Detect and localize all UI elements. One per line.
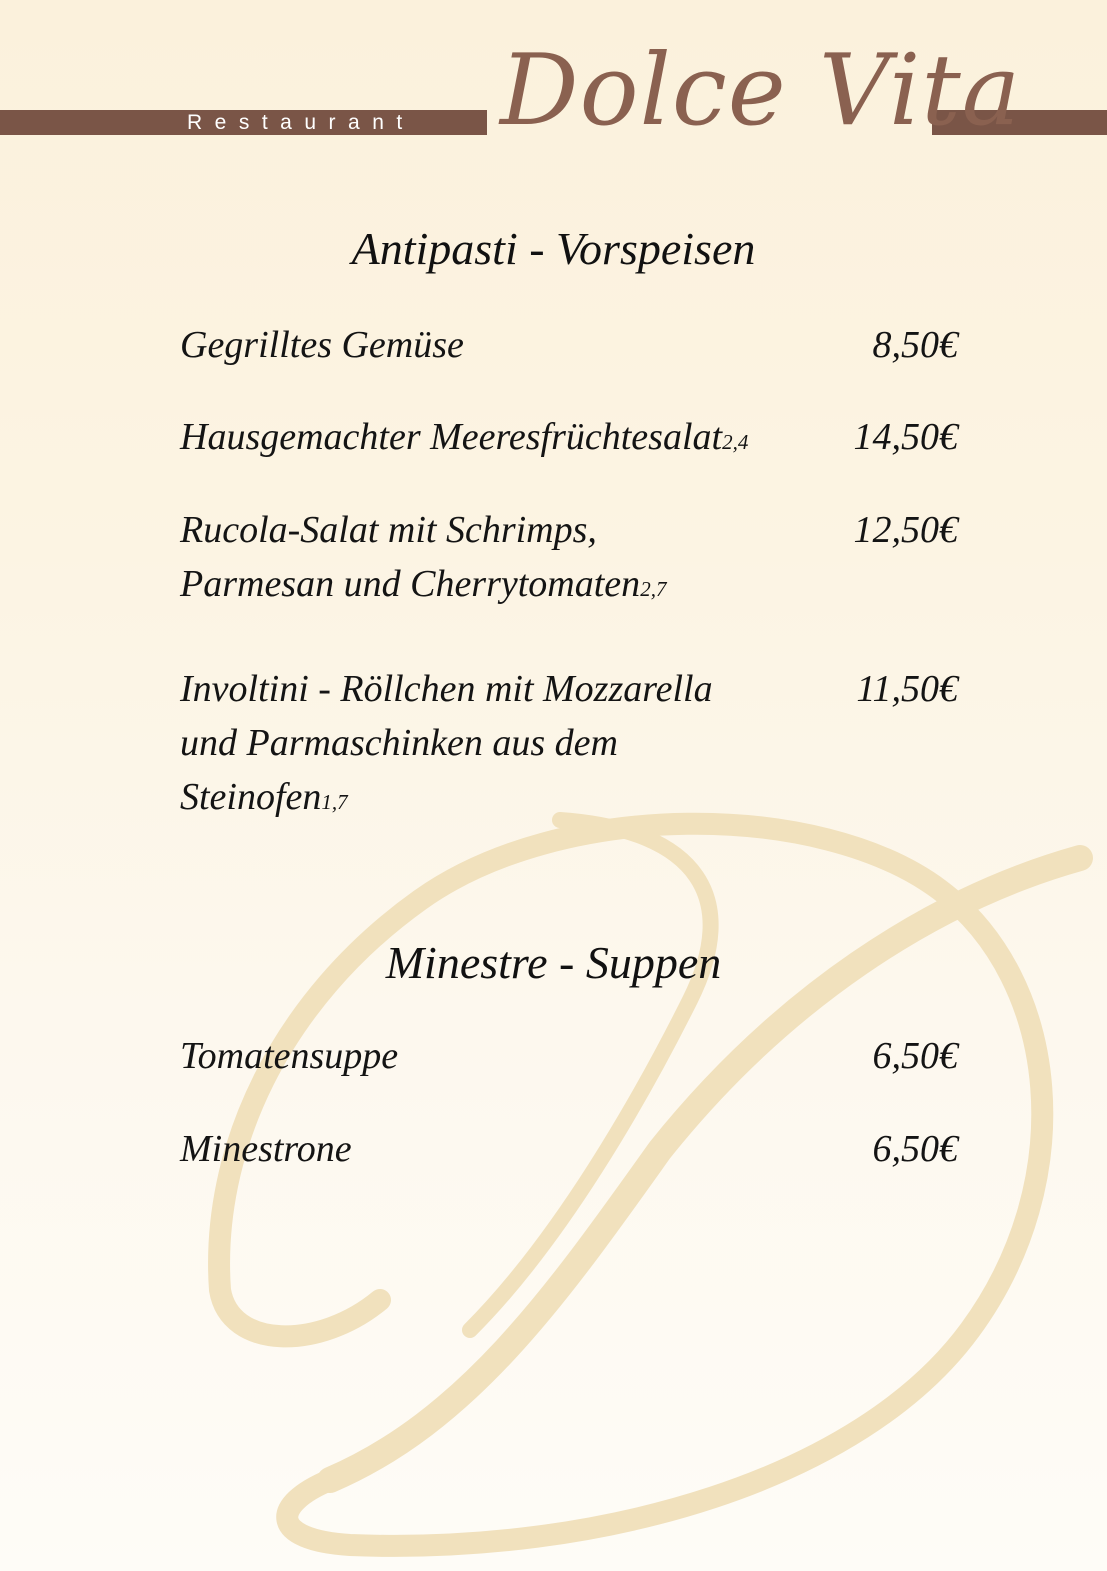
- section-title-minestre: Minestre - Suppen: [385, 937, 722, 988]
- menu-item-name: Rucola-Salat mit Schrimps, Parmesan und Cherrytomaten2,7: [180, 509, 667, 605]
- restaurant-logo-name: Dolce Vita: [500, 34, 1022, 148]
- menu-item-price: 12,50€: [853, 509, 958, 551]
- menu-item-price: 14,50€: [853, 416, 958, 458]
- menu-item-name: Minestrone: [180, 1128, 352, 1170]
- allergen-codes: 2,4: [722, 430, 749, 454]
- menu-item-name: Tomatensuppe: [180, 1035, 399, 1077]
- restaurant-label: Restaurant: [187, 111, 415, 134]
- allergen-codes: 2,7: [640, 577, 667, 601]
- allergen-codes: 1,7: [321, 790, 348, 814]
- menu-item-price: 6,50€: [872, 1128, 958, 1170]
- menu-item-price: 6,50€: [872, 1035, 958, 1077]
- menu-item-name: Hausgemachter Meeresfrüchtesalat2,4: [180, 416, 749, 458]
- menu-item-price: 8,50€: [872, 324, 958, 366]
- menu-item-price: 11,50€: [856, 668, 958, 710]
- menu-item-name: Gegrilltes Gemüse: [180, 324, 464, 366]
- section-title-antipasti: Antipasti - Vorspeisen: [351, 223, 756, 274]
- menu-item-name: Involtini - Röllchen mit Mozzarella und Parmaschinken aus dem Steinofen1,7: [180, 668, 713, 818]
